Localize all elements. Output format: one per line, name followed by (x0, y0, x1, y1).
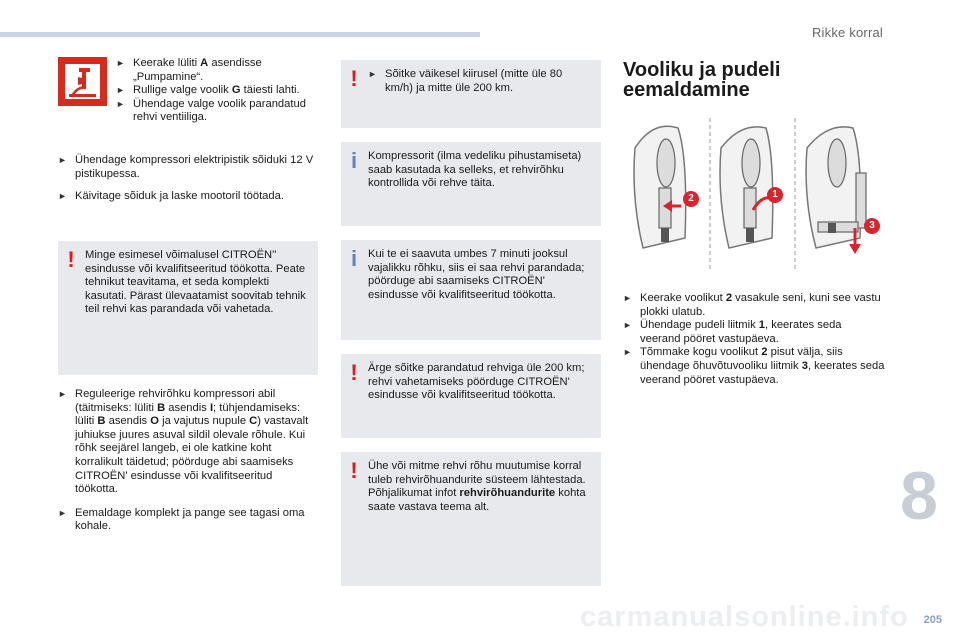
bullet-adjust-pressure: ► Reguleerige rehvirõhku kompressori abil (täitmiseks: lüliti B asendis I; tühjendamiseks: lüliti B asendis O ja vajutus nupule C) vastavalt juhiukse juures asuval sildil olevale rõhule. Kui rõhk seejärel langeb, ei ole katkine koht korralikult täidetud; pöörduge abi saamiseks CITROËN' esindusse või kvalifitseeritud töökotta. (58, 388, 309, 496)
bullet-plug-compressor: ► Ühendage kompressori elektripistik sõiduki 12 V pistikupessa. (58, 154, 314, 180)
page-number: 205 (923, 614, 942, 626)
sensors-reference: Põhjalikumat infot rehvirõhuandurite kohta saate vastava teema alt. (368, 487, 586, 513)
bullet-unroll-hose: ► Rullige valge voolik G täiesti lahti. (116, 84, 300, 97)
bullet-remove-kit: ► Eemaldage komplekt ja pange see tagasi oma kohale. (58, 506, 305, 533)
bullets-start (58, 154, 318, 204)
warning-exclamation-icon: ! (350, 66, 358, 91)
bullet-disconnect-bottle: ► Ühendage pudeli liitmik 1, keerates seda veerand pööret vastupäeva. (623, 319, 842, 345)
column-3-bullets (623, 292, 885, 387)
column-1-lower (58, 388, 318, 534)
bullet-arrow-icon: ► (116, 98, 125, 109)
info-icon: i (350, 246, 358, 271)
info-box-compressor: i Kompressorit (ilma vedeliku pihustamiseta) saab kasutada ka selleks, et rehvirõhku kontrollida või rehve täita. (341, 142, 601, 226)
info-icon: i (350, 148, 358, 173)
bullet-arrow-icon: ► (368, 69, 377, 79)
bullet-pull-hose: ► Tõmmake kogu voolikut 2 pisut välja, siis ühendage õhuvõtuvooliku liitmik 3, keerates seda veerand pööret vastupäeva. (623, 346, 885, 386)
intro-bullets (116, 57, 311, 125)
bullet-arrow-icon: ► (623, 293, 632, 303)
warning-box-dealer: ! Minge esimesel võimalusel CITROËN'' esindusse või kvalifitseeritud töökotta. Peate tehnikut teavitama, et seda komplekti kasutati. Pärast ülevaatamist soovitab tehnik teil rehvi kas parandada või vahetada. (58, 241, 318, 375)
warning-box-distance: ! Ärge sõitke parandatud rehviga üle 200 km; rehvi vahetamiseks pöörduge CITROËN' esindusse või kvalifitseeritud töökotta. (341, 354, 601, 438)
bullet-arrow-icon: ► (58, 507, 67, 518)
chapter-number: 8 (900, 458, 938, 534)
warning-box-sensors: ! Ühe või mitme rehvi rõhu muutumise korral tuleb rehvirõhuandurite süsteem lähtestada. Põhjalikumat infot rehvirõhuandurite kohta saate vastava teema alt. (341, 452, 601, 586)
bullet-arrow-icon: ► (58, 155, 67, 165)
bullet-start-engine: ► Käivitage sõiduk ja laske mootoril töötada. (58, 190, 284, 203)
bullet-drive-slow: ► Sõitke väikesel kiirusel (mitte üle 80 km/h) ja mitte üle 200 km. (368, 68, 563, 94)
hose-bottle-illustration (623, 118, 885, 270)
bullet-arrow-icon: ► (116, 85, 125, 96)
section-heading: Vooliku ja pudeli eemaldamine (623, 59, 781, 101)
callout-3: 3 (864, 218, 880, 234)
warning-box-speed (341, 60, 601, 128)
bullet-arrow-icon: ► (116, 58, 125, 68)
info-box-7-minutes: i Kui te ei saavuta umbes 7 minuti jooksul vajalikku rõhku, siis ei saa rehvi parandada; pöörduge abi saamiseks CITROËN' esindusse või kvalifitseeritud töökotta. (341, 240, 601, 340)
bullet-turn-hose: ► Keerake voolikut 2 vasakule seni, kuni see vastu plokki ulatub. (623, 292, 881, 318)
callout-1: 1 (767, 187, 783, 203)
bullet-arrow-icon: ► (58, 389, 67, 399)
warning-exclamation-icon: ! (67, 247, 75, 272)
callout-2: 2 (683, 191, 699, 207)
bullet-arrow-icon: ► (58, 191, 67, 202)
warning-exclamation-icon: ! (350, 458, 358, 483)
bullet-switch-pump: ► Keerake lüliti A asendisse „Pumpamine“. (116, 57, 262, 83)
bullet-arrow-icon: ► (623, 347, 632, 358)
watermark: carmanualsonline.info (580, 601, 909, 633)
bullet-arrow-icon: ► (623, 320, 632, 331)
header-bar (0, 32, 480, 37)
warning-exclamation-icon: ! (350, 360, 358, 385)
section-title: Rikke korral (811, 25, 883, 40)
repair-kit-icon (58, 57, 107, 106)
bullet-connect-hose: ► Ühendage valge voolik parandatud rehvi ventiiliga. (116, 97, 306, 124)
